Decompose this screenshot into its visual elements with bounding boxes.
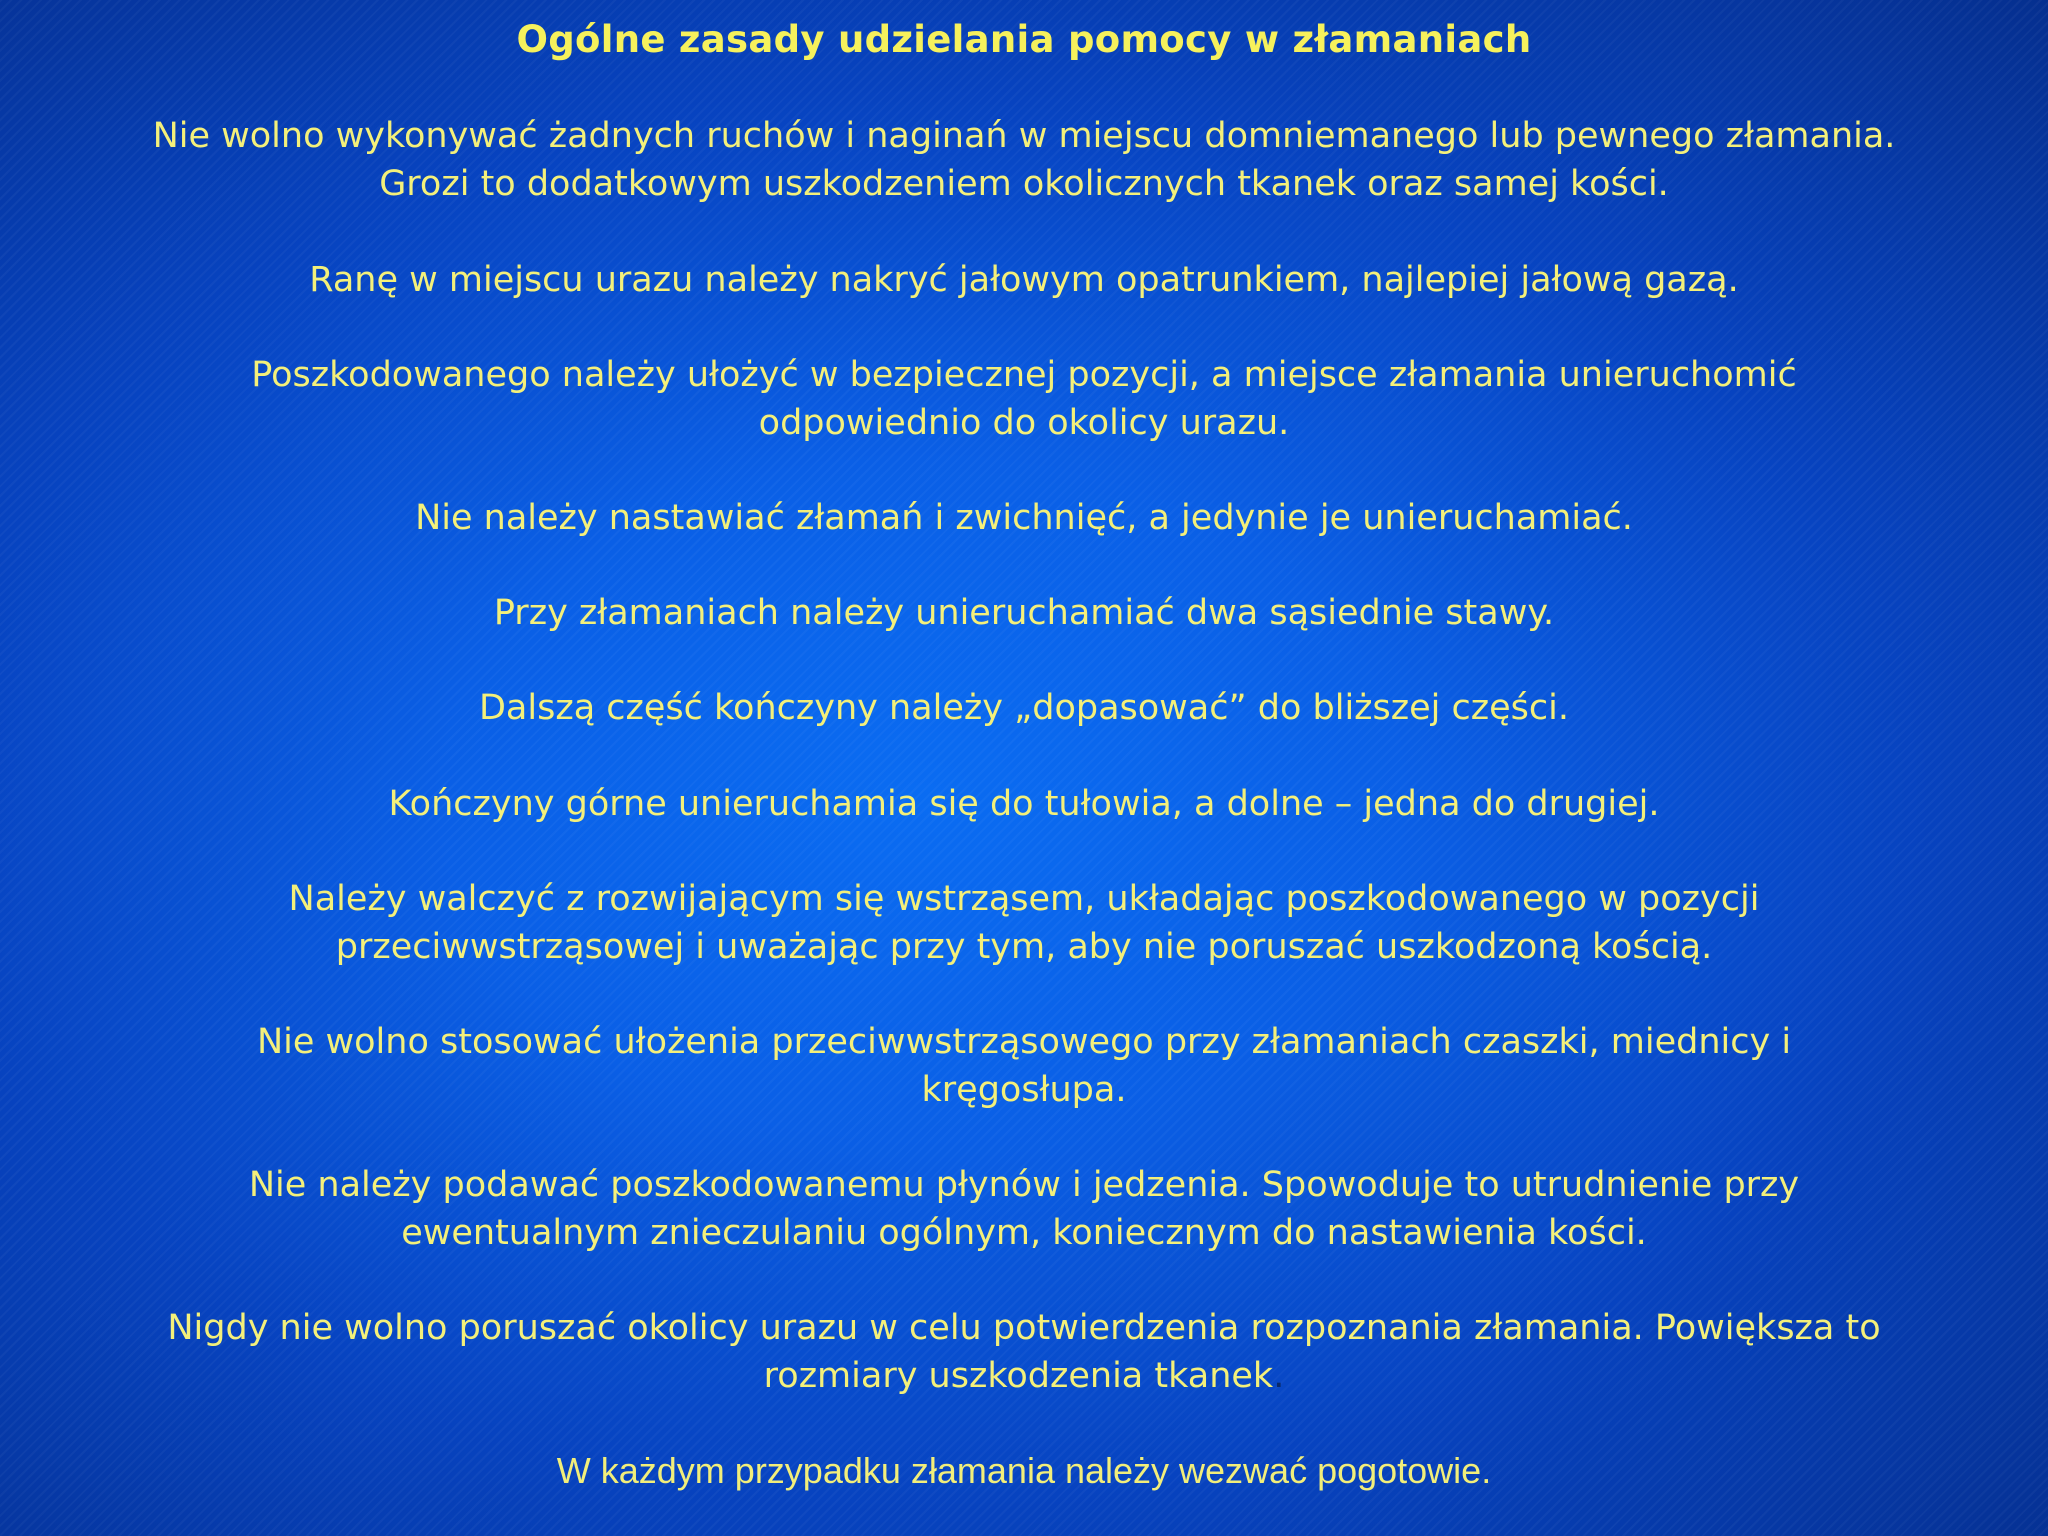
rule-line: Przy złamaniach należy unieruchamiać dwa sąsiednie stawy. <box>493 593 1555 633</box>
rule-line: Nie wolno stosować ułożenia przeciwwstrząsowego przy złamaniach czaszki, miednicy i <box>256 1022 1792 1062</box>
rule-line: Kończyny górne unieruchamia się do tułowia, a dolne – jedna do drugiej. <box>388 784 1660 824</box>
rule-paragraph-6 <box>100 684 1948 732</box>
rule-paragraph-1 <box>100 112 1948 208</box>
rule-line: przeciwwstrząsowej i uważając przy tym, aby nie poruszać uszkodzoną kością. <box>335 927 1713 967</box>
rule-paragraph-3 <box>100 351 1948 447</box>
rule-line-with-dot <box>100 1352 1948 1400</box>
rule-paragraph-10 <box>100 1161 1948 1257</box>
rule-line: Ranę w miejscu urazu należy nakryć jałowym opatrunkiem, najlepiej jałową gazą. <box>309 260 1739 300</box>
rule-line-text: rozmiary uszkodzenia tkanek <box>763 1356 1274 1396</box>
rule-line: ewentualnym znieczulaniu ogólnym, koniecznym do nastawienia kości. <box>401 1213 1647 1253</box>
rule-line: kręgosłupa. <box>921 1070 1127 1110</box>
rule-line: Poszkodowanego należy ułożyć w bezpiecznej pozycji, a miejsce złamania unieruchomić <box>251 355 1797 395</box>
rule-paragraph-4 <box>100 494 1948 542</box>
rule-paragraph-2 <box>100 256 1948 304</box>
rule-paragraph-9 <box>100 1018 1948 1114</box>
slide-title: Ogólne zasady udzielania pomocy w złamaniach <box>516 18 1532 61</box>
rule-paragraph-5 <box>100 589 1948 637</box>
rule-line: Nie należy nastawiać złamań i zwichnięć, a jedynie je unieruchamiać. <box>415 498 1633 538</box>
rule-line: Należy walczyć z rozwijającym się wstrząsem, układając poszkodowanego w pozycji <box>288 879 1760 919</box>
rule-line: Grozi to dodatkowym uszkodzeniem okolicznych tkanek oraz samej kości. <box>379 164 1669 204</box>
final-instruction: W każdym przypadku złamania należy wezwać pogotowie. <box>556 1450 1492 1491</box>
rule-line: Nie należy podawać poszkodowanemu płynów i jedzenia. Spowoduje to utrudnienie przy <box>248 1165 1800 1205</box>
rule-line: Nie wolno wykonywać żadnych ruchów i naginań w miejscu domniemanego lub pewnego złamania. <box>152 116 1896 156</box>
rule-line: Nigdy nie wolno poruszać okolicy urazu w celu potwierdzenia rozpoznania złamania. Powiększa to <box>167 1308 1881 1348</box>
rule-paragraph-7 <box>100 780 1948 828</box>
rule-line: odpowiednio do okolicy urazu. <box>758 403 1290 443</box>
rule-line: Dalszą część kończyny należy „dopasować” do bliższej części. <box>478 688 1570 728</box>
rule-paragraph-11 <box>100 1304 1948 1400</box>
rule-paragraph-8 <box>100 875 1948 971</box>
trailing-dot: . <box>1273 1356 1285 1396</box>
